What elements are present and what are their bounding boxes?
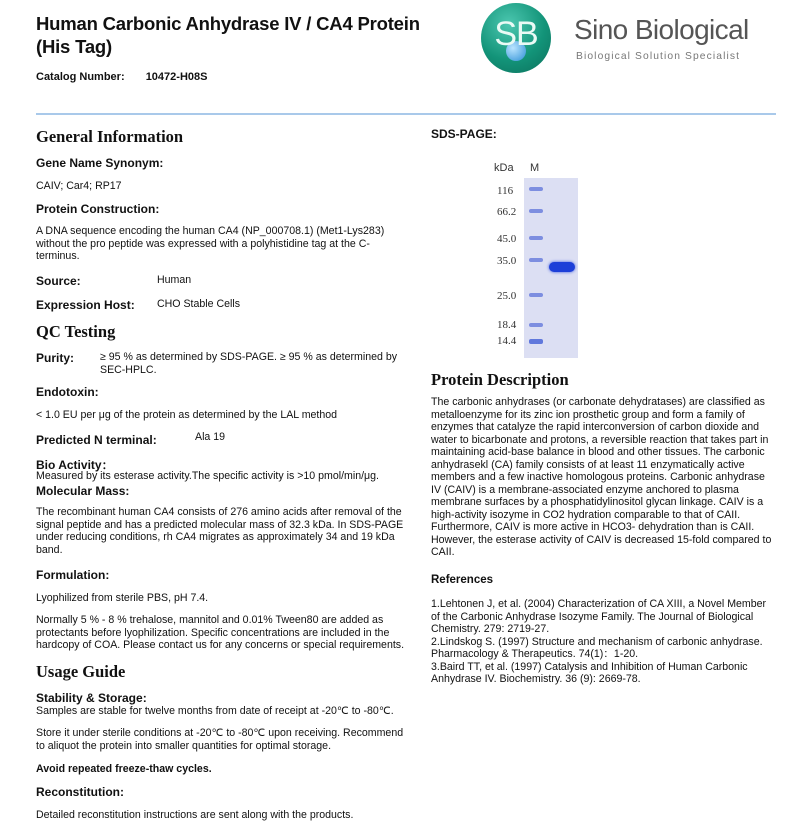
title-line-2: (His Tag) [36, 36, 112, 57]
expression-host-label: Expression Host: [36, 298, 135, 312]
stability-value: Samples are stable for twelve months from date of receipt at -20℃ to -80℃. [36, 705, 394, 717]
source-value: Human [157, 274, 192, 286]
usage-guide-heading: Usage Guide [36, 662, 126, 681]
protein-construction-value: A DNA sequence encoding the human CA4 (NP_000708.1) (Met1-Lys283) without the pro peptide was expressed with a polyhistidine tag at the C-terminus. [36, 225, 385, 262]
marker-label: 66.2 [497, 206, 517, 218]
qc-testing-heading: QC Testing [36, 322, 116, 341]
sample-band [549, 262, 575, 272]
logo-name: Sino Biological [574, 14, 749, 45]
marker-label: 25.0 [497, 290, 517, 302]
reference-item: 1.Lehtonen J, et al. (2004) Characterization of CA XIII, a Novel Member of the Carbonic Anhydrase Isozyme Family. The Journal of Biological Chemistry. 279: 2719-27. [431, 598, 767, 635]
storage-instructions: Store it under sterile conditions at -20℃ to -80℃ upon receiving. Recommend to aliquot the protein into smaller quantities for optimal storage. [36, 727, 404, 752]
gene-synonym-value: CAIV; Car4; RP17 [36, 180, 122, 192]
logo-tagline: Biological Solution Specialist [576, 51, 741, 62]
molecular-mass-label: Molecular Mass: [36, 484, 130, 498]
catalog-number [36, 71, 207, 83]
header-divider [36, 113, 776, 115]
endotoxin-label: Endotoxin: [36, 385, 99, 399]
freeze-thaw-warning: Avoid repeated freeze-thaw cycles. [36, 763, 212, 775]
molecular-mass-value: The recombinant human CA4 consists of 276 amino acids after removal of the signal peptide and has a predicted molecular mass of 32.3 kDa. In SDS-PAGE under reducing conditions, rh CA4 migrates as approximately 34 and 19 kDa band. [36, 506, 404, 556]
general-information-heading: General Information [36, 127, 184, 146]
title-line-1: Human Carbonic Anhydrase IV / CA4 Protein [36, 13, 420, 34]
purity-label: Purity: [36, 351, 75, 365]
purity-value: ≥ 95 % as determined by SDS-PAGE. ≥ 95 % as determined by SEC-HPLC. [100, 351, 398, 376]
marker-label: 116 [497, 185, 514, 197]
protein-description-heading: Protein Description [431, 370, 569, 389]
references-heading: References [431, 574, 494, 586]
references-list [431, 598, 777, 686]
marker-band [529, 339, 543, 344]
expression-host-value: CHO Stable Cells [157, 298, 241, 310]
formulation-value: Lyophilized from sterile PBS, pH 7.4. [36, 592, 209, 604]
source-label: Source: [36, 274, 81, 288]
stability-label: Stability & Storage: [36, 691, 147, 705]
reconstitution-label: Reconstitution: [36, 785, 124, 799]
catalog-label: Catalog Number: [36, 71, 125, 83]
reference-item: 2.Lindskog S. (1997) Structure and mechanism of carbonic anhydrase. Pharmacology & Therapeutics. 74(1)：1-20. [431, 635, 763, 660]
logo-monogram: SB [494, 15, 538, 53]
product-title [36, 12, 420, 58]
formulation-label: Formulation: [36, 568, 110, 582]
marker-label: 45.0 [497, 233, 517, 245]
sds-page-heading: SDS-PAGE: [431, 127, 497, 141]
catalog-value: 10472-H08S [145, 71, 208, 83]
marker-label: 14.4 [497, 335, 517, 347]
gel [524, 178, 578, 358]
n-terminal-value: Ala 19 [195, 431, 226, 443]
gene-synonym-label: Gene Name Synonym: [36, 156, 164, 170]
marker-label: 18.4 [497, 319, 517, 331]
reference-item: 3.Baird TT, et al. (1997) Catalysis and Inhibition of Human Carbonic Anhydrase IV. Biochemistry. 36 (9): 2669-78. [431, 660, 748, 685]
marker-band [529, 209, 543, 213]
marker-lane-label: M [530, 162, 540, 174]
marker-band [529, 236, 543, 240]
protein-description-text: The carbonic anhydrases (or carbonate dehydratases) are classified as metalloenzyme for its zinc ion prosthetic group and form a family of enzymes that catalyze the rapid interconversion of carbon dioxide and water to bicarbonate and protons, a reversible reaction that takes part in maintaining acid-base balance in blood and other tissues. The carbonic anhydrasekl (CA) family consists of at least 11 enzymatically active members and a few inactive homologous proteins. Carbonic anhydrase IV (CAIV) is a membrane-associated enzyme anchored to plasma membrane surfaces by a phosphatidylinositol glycan linkage. CAIV is a high-activity isozyme in CO2 hydration comparable to that of CAII. Furthermore, CAIV is more active in HCO3- dehydration than is CAII. However, the esterase activity of CAIV is decreased 15-fold compared to CAII. [431, 396, 772, 558]
sino-biological-logo [481, 3, 551, 73]
reconstitution-value: Detailed reconstitution instructions are sent along with the products. [36, 809, 354, 821]
bio-activity-label: Bio Activity： [36, 458, 114, 472]
marker-band [529, 258, 543, 262]
marker-band [529, 293, 543, 297]
bio-activity-value: Measured by its esterase activity.The specific activity is >10 pmol/min/μg. [36, 470, 379, 482]
protein-construction-label: Protein Construction: [36, 202, 160, 216]
marker-label: 35.0 [497, 255, 517, 267]
n-terminal-label: Predicted N terminal: [36, 433, 157, 447]
marker-band [529, 323, 543, 327]
formulation-note: Normally 5 % - 8 % trehalose, mannitol and 0.01% Tween80 are added as protectants before lyophilization. Specific concentrations are included in the hardcopy of COA. Please contact us for any concerns or special requirements. [36, 614, 405, 651]
kda-label: kDa [494, 162, 514, 174]
marker-band [529, 187, 543, 191]
endotoxin-value: < 1.0 EU per μg of the protein as determined by the LAL method [36, 409, 338, 421]
